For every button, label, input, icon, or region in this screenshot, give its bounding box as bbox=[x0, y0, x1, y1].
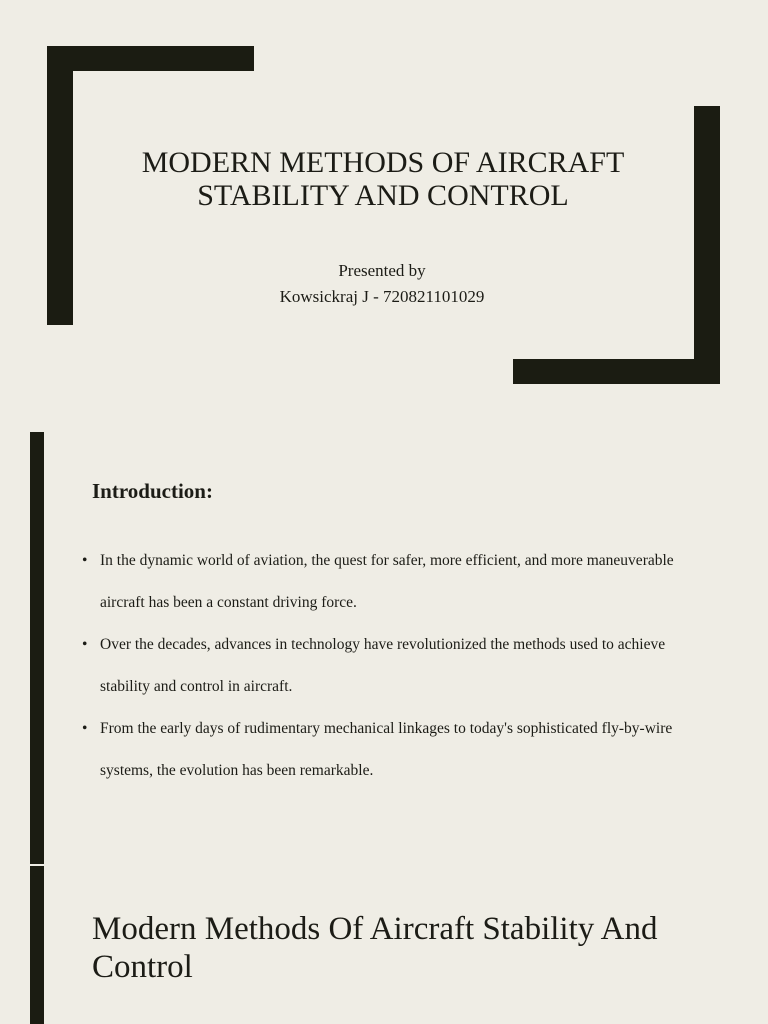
bullet-icon: • bbox=[82, 720, 88, 737]
frame-top-left-horizontal bbox=[47, 46, 254, 71]
slide-section-title bbox=[0, 866, 768, 1024]
bullet-icon: • bbox=[82, 636, 88, 653]
bullet-list bbox=[80, 540, 700, 792]
section-title-text: Modern Methods Of Aircraft Stability And Control bbox=[92, 911, 658, 985]
slide-accent-bar bbox=[30, 432, 44, 864]
slide-title-text: MODERN METHODS OF AIRCRAFT STABILITY AND CONTROL bbox=[141, 146, 625, 212]
bullet-item bbox=[80, 624, 700, 708]
slide-accent-bar bbox=[30, 866, 44, 1024]
slide-introduction bbox=[0, 432, 768, 864]
bullet-item bbox=[80, 540, 700, 624]
presenter-name: Kowsickraj J - 720821101029 bbox=[279, 287, 485, 306]
bullet-text: Over the decades, advances in technology have revolutionized the methods used to achieve stability and control in aircraft. bbox=[100, 636, 666, 695]
bullet-text: From the early days of rudimentary mechanical linkages to today's sophisticated fly-by-wire systems, the evolution has been remarkable. bbox=[100, 720, 673, 779]
introduction-heading: Introduction: bbox=[92, 479, 213, 503]
bullet-text: In the dynamic world of aviation, the quest for safer, more efficient, and more maneuverable aircraft has been a constant driving force. bbox=[100, 552, 674, 611]
frame-bottom-right-vertical bbox=[694, 106, 720, 384]
frame-top-left-vertical bbox=[47, 46, 73, 325]
bullet-icon: • bbox=[82, 552, 88, 569]
presented-by-label: Presented by bbox=[338, 261, 426, 280]
slide-title bbox=[0, 0, 768, 420]
frame-bottom-right-horizontal bbox=[513, 359, 720, 384]
presenter-block bbox=[180, 258, 584, 310]
bullet-item bbox=[80, 708, 700, 792]
